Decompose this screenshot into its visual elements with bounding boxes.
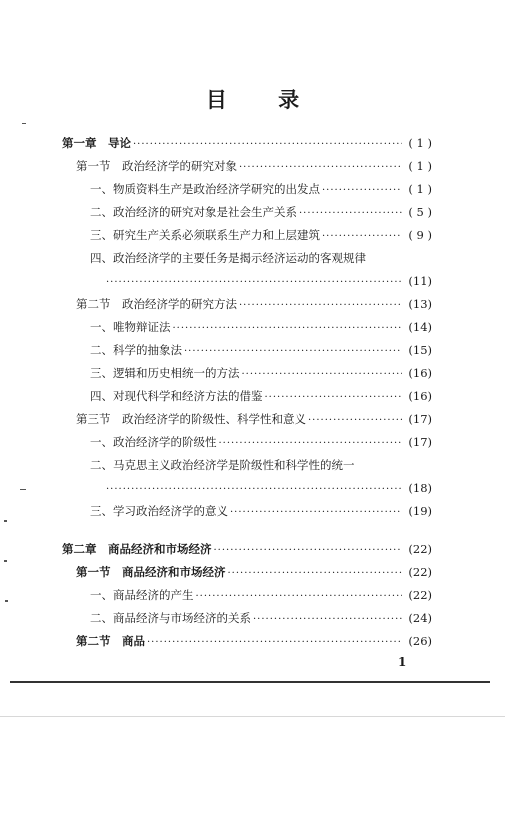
scan-page-edge xyxy=(0,716,505,717)
toc-entry-label[interactable]: 四、政治经济学的主要任务是揭示经济运动的客观规律 xyxy=(90,251,366,265)
toc-entry-page: ( 1 ) xyxy=(408,136,432,150)
scan-speck xyxy=(5,600,8,602)
toc-entry-label: 四、对现代科学和经济方法的借鉴 xyxy=(90,389,263,403)
toc-entry-chapter-2[interactable] xyxy=(62,540,432,558)
toc-entry-page: ( 5 ) xyxy=(408,205,432,219)
dot-leader xyxy=(173,320,403,338)
page-number: 1 xyxy=(398,655,407,669)
toc-entry-page: (17) xyxy=(408,435,432,449)
toc-entry-item[interactable] xyxy=(90,341,432,359)
toc-entry-label: 第三节 政治经济学的阶级性、科学性和意义 xyxy=(76,412,306,426)
toc-entry-page: (11) xyxy=(408,274,432,288)
toc-entry-section-1-1[interactable] xyxy=(76,157,432,175)
toc-entry-item[interactable] xyxy=(90,203,432,221)
toc-entry-label: 三、学习政治经济学的意义 xyxy=(90,504,228,518)
toc-entry-label: 二、商品经济与市场经济的关系 xyxy=(90,611,251,625)
toc-entry-page: (16) xyxy=(408,389,432,403)
toc-entry-item[interactable] xyxy=(90,226,432,244)
dot-leader xyxy=(265,389,403,407)
toc-entry-page: (24) xyxy=(408,611,432,625)
toc-entry-section-2-2[interactable] xyxy=(76,632,432,650)
dot-leader xyxy=(239,297,402,315)
toc-entry-label: 第一章 导论 xyxy=(62,136,131,150)
dot-leader xyxy=(308,412,402,430)
toc-entry-label: 一、物质资料生产是政治经济学研究的出发点 xyxy=(90,182,320,196)
dot-leader xyxy=(322,182,402,200)
scan-bottom-rule xyxy=(10,681,490,683)
toc-entry-page: ( 9 ) xyxy=(408,228,432,242)
toc-entry-page: (26) xyxy=(408,634,432,648)
toc-entry-label: 第二节 商品 xyxy=(76,634,145,648)
toc-entry-section-2-1[interactable] xyxy=(76,563,432,581)
dot-leader xyxy=(106,481,402,499)
toc-entry-page: (17) xyxy=(408,412,432,426)
toc-entry-item[interactable] xyxy=(90,387,432,405)
toc-entry-label: 一、商品经济的产生 xyxy=(90,588,194,602)
dot-leader xyxy=(184,343,402,361)
dot-leader xyxy=(239,159,402,177)
toc-entry-page: (18) xyxy=(408,481,432,495)
toc-entry-section-1-3[interactable] xyxy=(76,410,432,428)
toc-entry-continuation[interactable] xyxy=(106,479,432,497)
dot-leader xyxy=(214,542,403,560)
dot-leader xyxy=(299,205,402,223)
toc-entry-label: 三、逻辑和历史相统一的方法 xyxy=(90,366,240,380)
toc-entry-section-1-2[interactable] xyxy=(76,295,432,313)
toc-entry-item[interactable] xyxy=(90,502,432,520)
toc-entry-label: 二、政治经济的研究对象是社会生产关系 xyxy=(90,205,297,219)
dot-leader xyxy=(253,611,402,629)
toc-entry-page: (14) xyxy=(408,320,432,334)
toc-entry-page: (13) xyxy=(408,297,432,311)
toc-entry-page: (15) xyxy=(408,343,432,357)
toc-entry-label: 一、政治经济学的阶级性 xyxy=(90,435,217,449)
scan-speck xyxy=(4,560,7,562)
toc-entry-page: ( 1 ) xyxy=(408,182,432,196)
toc-entry-item[interactable] xyxy=(90,318,432,336)
toc-entry-item[interactable] xyxy=(90,586,432,604)
toc-entry-page: (22) xyxy=(408,588,432,602)
toc-entry-page: (22) xyxy=(408,542,432,556)
toc-entry-label: 第一节 商品经济和市场经济 xyxy=(76,565,226,579)
dot-leader xyxy=(322,228,402,246)
toc-entry-item[interactable] xyxy=(90,364,432,382)
toc-entry-page: (19) xyxy=(408,504,432,518)
dot-leader xyxy=(230,504,402,522)
toc-entry-page: ( 1 ) xyxy=(408,159,432,173)
toc-entry-label[interactable]: 二、马克思主义政治经济学是阶级性和科学性的统一 xyxy=(90,458,355,472)
dot-leader xyxy=(133,136,402,154)
scan-speck xyxy=(4,520,7,522)
dot-leader xyxy=(106,274,402,292)
toc-title: 目 录 xyxy=(205,87,322,112)
toc-entry-chapter-1[interactable] xyxy=(62,134,432,152)
toc-entry-item[interactable] xyxy=(90,180,432,198)
toc-entry-page: (22) xyxy=(408,565,432,579)
scan-speck xyxy=(20,489,26,490)
toc-entry-label: 三、研究生产关系必须联系生产力和上层建筑 xyxy=(90,228,320,242)
dot-leader xyxy=(228,565,403,583)
dot-leader xyxy=(196,588,403,606)
toc-entry-continuation[interactable] xyxy=(106,272,432,290)
dot-leader xyxy=(242,366,403,384)
toc-entry-label: 第一节 政治经济学的研究对象 xyxy=(76,159,237,173)
toc-entry-page: (16) xyxy=(408,366,432,380)
toc-entry-label: 一、唯物辩证法 xyxy=(90,320,171,334)
toc-entry-item[interactable] xyxy=(90,609,432,627)
dot-leader xyxy=(219,435,403,453)
toc-entry-item[interactable] xyxy=(90,433,432,451)
dot-leader xyxy=(147,634,402,652)
toc-entry-label: 第二章 商品经济和市场经济 xyxy=(62,542,212,556)
toc-entry-label: 二、科学的抽象法 xyxy=(90,343,182,357)
scan-speck xyxy=(22,123,26,124)
toc-entry-label: 第二节 政治经济学的研究方法 xyxy=(76,297,237,311)
